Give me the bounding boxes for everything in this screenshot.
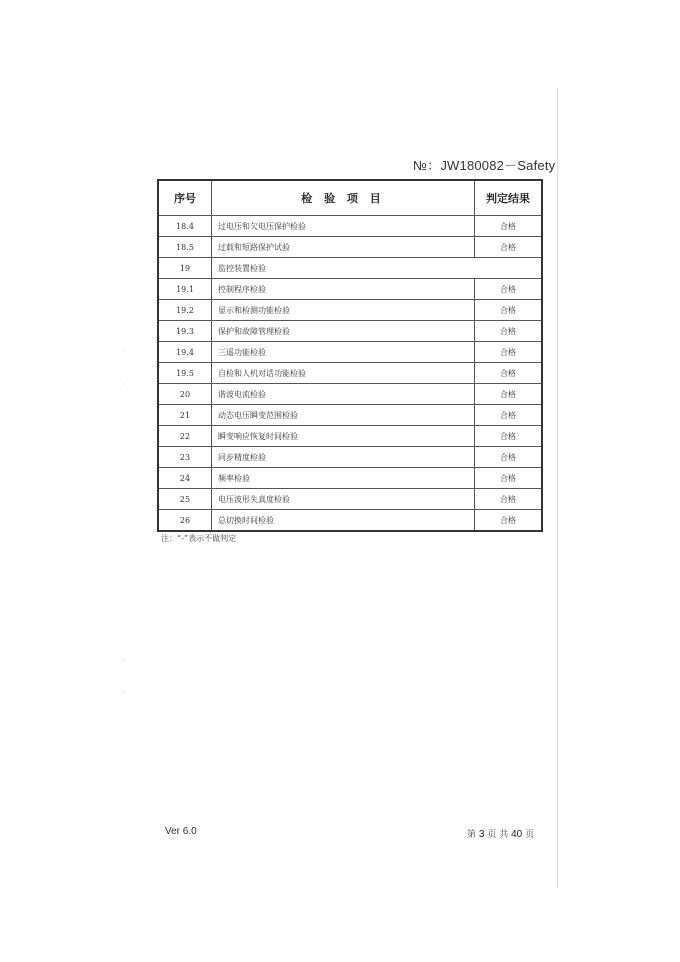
row-number: 25 — [158, 489, 212, 510]
row-number: 23 — [158, 447, 212, 468]
row-result: 合格 — [475, 489, 543, 510]
row-item: 过载和短路保护试验 — [212, 237, 475, 258]
row-number: 24 — [158, 468, 212, 489]
row-item: 三遥功能检验 — [212, 342, 475, 363]
scan-edge-line — [557, 88, 558, 888]
row-item: 保护和故障管理检验 — [212, 321, 475, 342]
table-footnote: 注：“-”表示不做判定 — [161, 534, 237, 543]
row-item: 自检和人机对话功能检验 — [212, 363, 475, 384]
page-current: 3 — [478, 829, 485, 840]
row-result: 合格 — [475, 342, 543, 363]
row-item: 动态电压瞬变范围检验 — [212, 405, 475, 426]
scan-speck: · — [123, 346, 126, 355]
page-total: 40 — [511, 829, 523, 840]
row-item: 监控装置检验 — [212, 258, 543, 279]
column-header-result: 判定结果 — [475, 180, 543, 216]
inspection-results-table — [157, 179, 543, 532]
table-row — [158, 405, 542, 426]
page-number — [467, 827, 534, 840]
row-result: 合格 — [475, 363, 543, 384]
row-result: 合格 — [475, 279, 543, 300]
row-number: 19.5 — [158, 363, 212, 384]
table-row — [158, 384, 542, 405]
row-number: 19.4 — [158, 342, 212, 363]
table-row — [158, 363, 542, 384]
document-number: №：JW180082－Safety — [413, 158, 556, 173]
table-header-row — [158, 180, 542, 216]
row-number: 18.4 — [158, 216, 212, 237]
row-number: 26 — [158, 510, 212, 532]
table-row — [158, 216, 542, 237]
table-row — [158, 342, 542, 363]
row-item: 同步精度检验 — [212, 447, 475, 468]
scan-speck: · — [122, 688, 125, 697]
table-row — [158, 279, 542, 300]
row-result: 合格 — [475, 405, 543, 426]
page-suffix: 页 — [525, 830, 535, 840]
row-number: 20 — [158, 384, 212, 405]
row-item: 显示和检测功能检验 — [212, 300, 475, 321]
row-result: 合格 — [475, 300, 543, 321]
row-result: 合格 — [475, 468, 543, 489]
table-row — [158, 510, 542, 532]
table-row — [158, 237, 542, 258]
row-number: 19.3 — [158, 321, 212, 342]
table-row — [158, 489, 542, 510]
row-result: 合格 — [475, 384, 543, 405]
row-number: 21 — [158, 405, 212, 426]
row-number: 22 — [158, 426, 212, 447]
row-item: 频率检验 — [212, 468, 475, 489]
table-row — [158, 426, 542, 447]
row-item: 控制程序检验 — [212, 279, 475, 300]
column-header-item: 检 验 项 目 — [212, 180, 475, 216]
column-header-no: 序号 — [158, 180, 212, 216]
table-row — [158, 447, 542, 468]
row-item: 谐波电流检验 — [212, 384, 475, 405]
page-prefix: 第 — [467, 830, 477, 840]
page-mid: 页 共 — [487, 830, 509, 840]
row-item: 电压波形失真度检验 — [212, 489, 475, 510]
table-row — [158, 468, 542, 489]
row-result: 合格 — [475, 216, 543, 237]
version-label: Ver 6.0 — [165, 826, 197, 837]
row-result: 合格 — [475, 321, 543, 342]
row-result: 合格 — [475, 426, 543, 447]
row-number: 18.5 — [158, 237, 212, 258]
row-result: 合格 — [475, 447, 543, 468]
table-row — [158, 300, 542, 321]
row-result: 合格 — [475, 510, 543, 532]
table-row — [158, 321, 542, 342]
scan-speck: · — [123, 380, 126, 389]
row-item: 过电压和欠电压保护检验 — [212, 216, 475, 237]
scan-speck: · — [122, 656, 125, 665]
row-number: 19.2 — [158, 300, 212, 321]
row-number: 19 — [158, 258, 212, 279]
table-row-section — [158, 258, 542, 279]
row-number: 19.1 — [158, 279, 212, 300]
row-item: 瞬变响应恢复时间检验 — [212, 426, 475, 447]
row-result: 合格 — [475, 237, 543, 258]
row-item: 总切换时间检验 — [212, 510, 475, 532]
